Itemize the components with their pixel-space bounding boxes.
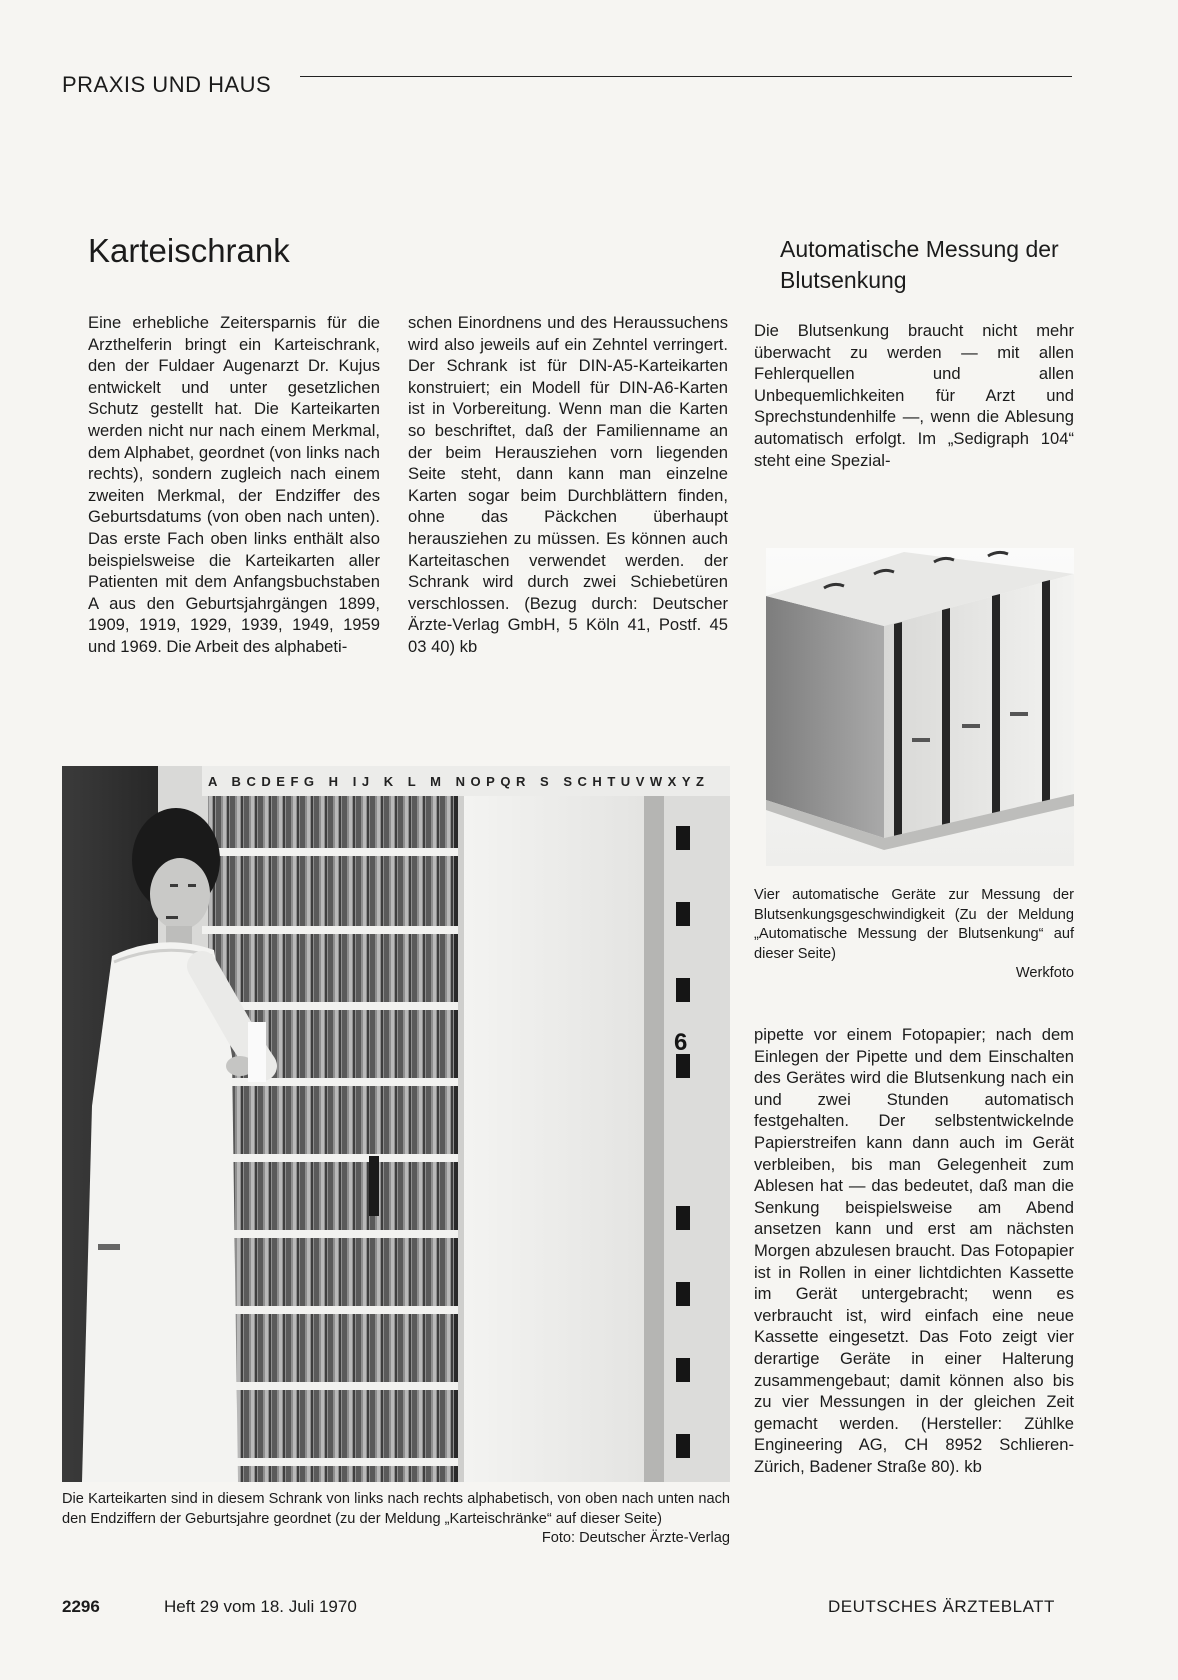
cabinet-photo-credit: Foto: Deutscher Ärzte-Verlag [541,1530,730,1547]
article-title-karteischrank: Karteischrank [88,232,290,269]
cabinet-alphabet-strip: A BCDEFG H IJ K L M NOPQR S SCHTUVWXYZ [208,774,704,789]
article-column-3-bottom: pipette vor einem Fotopapier; nach dem Einlegen der Pipette und dem Einschalten des Gerätes wird die Blutsenkung nach ein und zwei Stunden automatisch festgehalten. Der selbstentwickelnde Papierstreifen kann dann auch im Gerät verbleiben, bis man Gelegenheit zum Ablesen hat — das bedeutet, daß man die Senkung beispielsweise am Abend ansetzen kann und erst am nächsten Morgen abzulesen braucht. Das Fotopapier ist in Rollen in einer lichtdichten Kassette im Gerät untergebracht; wenn es verbraucht ist, wird einfach eine neue Kassette eingesetzt. Das Foto zeigt vier derartige Geräte in einer Halterung zusammengebaut; damit können also bis zu vier Messungen in der gleichen Zeit gemacht werden. (Hersteller: Zühlke Engineering AG, CH 8952 Schlieren-Zürich, Badener Straße 80). kb [754,1025,1074,1476]
article-column-3-top: Die Blutsenkung braucht nicht mehr überwacht zu werden — mit allen Fehlerquellen und allen Unbequemlichkeiten für Arzt und Sprechstundenhilfe —, wenn die Ablesung automatisch erfolgt. Im „Sedigraph 104“ steht eine Spezial- [754,321,1074,470]
device-caption-text: Vier automatische Geräte zur Messung der Blutsenkungsgeschwindigkeit (Zu der Meldung „Automatische Messung der Blutsenkung“ auf dieser Seite) [754,887,1074,962]
device-photo-credit: Werkfoto [1015,965,1074,982]
page-number: 2296 [62,1597,100,1616]
cabinet-photo-caption [62,1490,730,1549]
article-title-blutsenkung: Automatische Messung der Blutsenkung [780,236,1059,293]
header-rule [300,76,1072,77]
cabinet-row-digit: 6 [674,1029,688,1056]
section-heading: PRAXIS UND HAUS [62,72,272,97]
issue-date: Heft 29 vom 18. Juli 1970 [164,1597,357,1616]
device-photo-caption [754,886,1074,984]
journal-name: DEUTSCHES ÄRZTEBLATT [828,1597,1055,1616]
article-column-2: schen Einordnens und des Heraussuchens wird also jeweils auf ein Zehntel verringert. Der Schrank ist für DIN-A5-Karteikarten konstruiert; ein Modell für DIN-A6-Karten ist in Vorbereitung. Wenn man die Karten so beschriftet, daß der Familienname an der beim Herausziehen vorn liegenden Seite steht, dann kann man einzelne Karten sogar beim Durchblättern finden, ohne das Päckchen überhaupt herausziehen zu müssen. Es können auch Karteitaschen verwendet werden. der Schrank wird durch zwei Schiebetüren verschlossen. (Bezug durch: Deutscher Ärzte-Verlag GmbH, 5 Köln 41, Postf. 45 03 40) kb [408,313,728,656]
sedigraph-devices-photo [766,548,1074,866]
filing-cabinet-photo [62,766,730,1482]
article-column-1: Eine erhebliche Zeitersparnis für die Arzthelferin bringt ein Karteischrank, den der Fuldaer Augenarzt Dr. Kujus entwickelt und unter gesetzlichen Schutz gestellt hat. Die Karteikarten werden nicht nur nach einem Merkmal, dem Alphabet, geordnet (von links nach rechts), sondern zugleich nach einem zweiten Merkmal, der Endziffer des Geburtsdatums (von oben nach unten). Das erste Fach oben links enthält also beispielsweise die Karteikarten aller Patienten mit dem Anfangsbuchstaben A aus den Geburtsjahrgängen 1899, 1909, 1919, 1929, 1939, 1949, 1959 und 1969. Die Arbeit des alphabeti- [88,313,380,656]
cabinet-caption-text: Die Karteikarten sind in diesem Schrank von links nach rechts alphabetisch, von oben nach unten nach den Endziffern der Geburtsjahre geordnet (zu der Meldung „Karteischränke“ auf dieser Seite) [62,1491,730,1527]
